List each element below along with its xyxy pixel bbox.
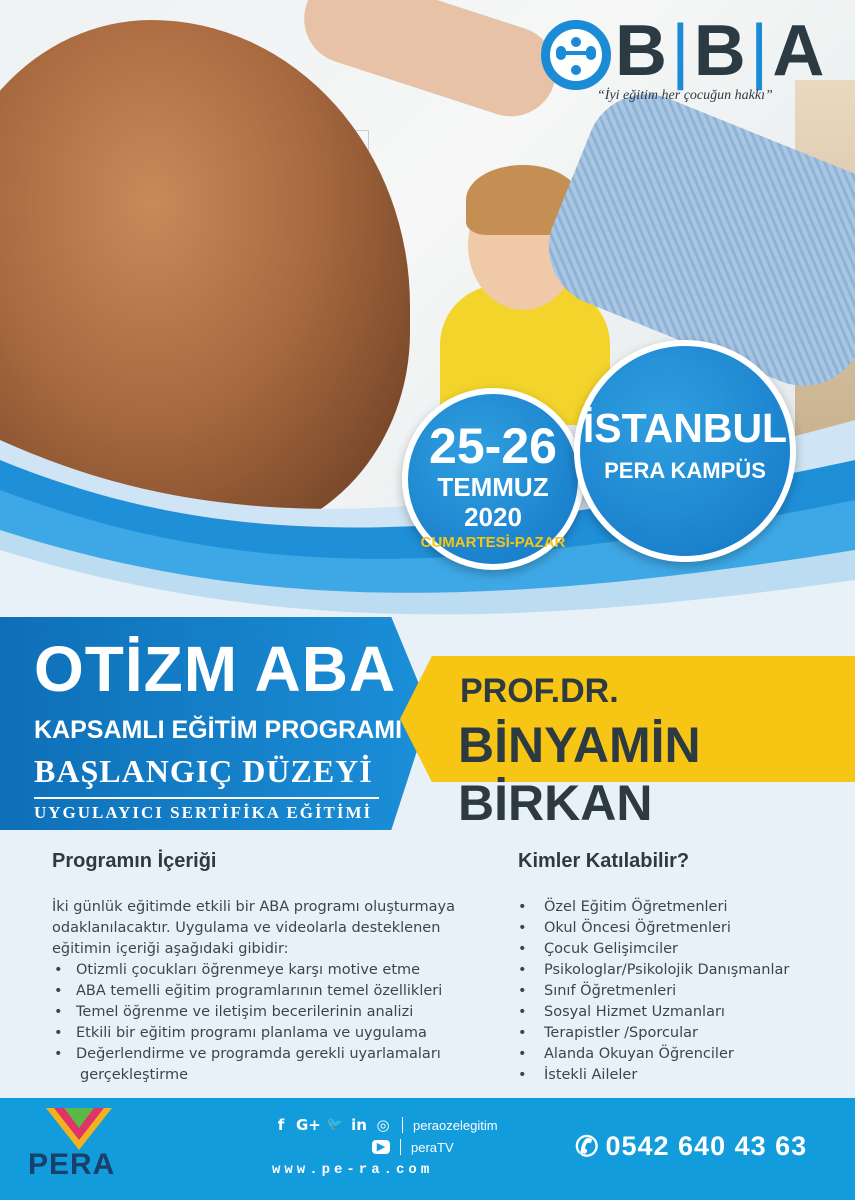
pera-logo-icon	[44, 1104, 114, 1154]
program-heading: Programın İçeriği	[52, 850, 217, 872]
date-weekdays: CUMARTESİ-PAZAR	[420, 534, 566, 551]
list-item: • Etkili bir eğitim programı planlama ve uygulama	[52, 1023, 492, 1044]
program-content	[52, 897, 492, 1086]
youtube-icon[interactable]: ▶	[372, 1140, 390, 1154]
program-level: BAŞLANGIÇ DÜZEYİ	[34, 753, 373, 789]
list-item: • Sosyal Hizmet Uzmanları	[514, 1002, 844, 1023]
speaker-title: PROF.DR.	[460, 672, 619, 710]
list-item: • Temel öğrenme ve iletişim becerilerinin analizi	[52, 1002, 492, 1023]
youtube-divider	[400, 1139, 401, 1155]
list-item: • ABA temelli eğitim programlarının temel özellikleri	[52, 981, 492, 1002]
date-circle	[402, 388, 584, 570]
list-item: • Sınıf Öğretmenleri	[514, 981, 844, 1002]
speaker-name: BİNYAMİN BİRKAN	[458, 717, 701, 831]
logo-text: B|B|A	[615, 11, 829, 91]
slogan: “İyi eğitim her çocuğun hakkı”	[597, 88, 773, 103]
phone-icon: ✆	[575, 1131, 600, 1162]
social-handle[interactable]: peraozelegitim	[413, 1117, 498, 1133]
bba-logo	[541, 11, 841, 113]
program-intro-line: eğitimin içeriği aşağıdaki gibidir:	[52, 941, 289, 957]
list-item: • Okul Öncesi Öğretmenleri	[514, 918, 844, 939]
program-title: OTİZM ABA	[34, 633, 397, 705]
phone-number: 0542 640 43 63	[605, 1131, 808, 1161]
list-item: • Alanda Okuyan Öğrenciler	[514, 1044, 844, 1065]
list-item: • Terapistler /Sporcular	[514, 1023, 844, 1044]
list-item: • Özel Eğitim Öğretmenleri	[514, 897, 844, 918]
list-item: • Psikologlar/Psikolojik Danışmanlar	[514, 960, 844, 981]
audience-heading: Kimler Katılabilir?	[518, 850, 690, 872]
puzzle-icon	[541, 20, 611, 90]
linkedin-icon[interactable]: in	[351, 1116, 367, 1134]
location-campus: PERA KAMPÜS	[604, 458, 766, 483]
youtube-row	[372, 1139, 454, 1155]
youtube-handle[interactable]: peraTV	[411, 1139, 454, 1155]
social-divider	[402, 1117, 403, 1133]
list-item: • Değerlendirme ve programda gerekli uyarlamaları	[52, 1044, 492, 1065]
list-item: • Çocuk Gelişimciler	[514, 939, 844, 960]
title-divider	[34, 797, 379, 799]
pera-logo-text: PERA	[28, 1148, 116, 1181]
google-plus-icon[interactable]: G+	[296, 1116, 321, 1134]
program-item-continuation: gerçekleştirme	[80, 1067, 189, 1083]
program-subtitle: KAPSAMLI EĞİTİM PROGRAMI	[34, 716, 403, 744]
audience-content	[514, 897, 844, 1086]
website-link[interactable]: www.pe-ra.com	[272, 1162, 434, 1178]
audience-list	[514, 897, 844, 1086]
phone-contact[interactable]	[575, 1130, 807, 1163]
date-days: 25-26	[429, 418, 557, 474]
social-row	[272, 1116, 498, 1134]
program-list	[52, 960, 492, 1065]
date-month-year: TEMMUZ 2020	[437, 472, 549, 532]
program-intro-line: odaklanılacaktır. Uygulama ve videolarla desteklenen	[52, 920, 441, 936]
instagram-icon[interactable]: ◎	[376, 1116, 390, 1134]
twitter-icon[interactable]: 🐦	[326, 1117, 344, 1132]
location-circle	[574, 340, 796, 562]
program-certificate: UYGULAYICI SERTİFİKA EĞİTİMİ	[34, 803, 373, 822]
list-item: • İstekli Aileler	[514, 1065, 844, 1086]
program-intro-line: İki günlük eğitimde etkili bir ABA programı oluşturmaya	[52, 899, 455, 915]
facebook-icon[interactable]: f	[277, 1116, 285, 1134]
location-city: İSTANBUL	[582, 405, 788, 451]
list-item: • Otizmli çocukları öğrenmeye karşı motive etme	[52, 960, 492, 981]
